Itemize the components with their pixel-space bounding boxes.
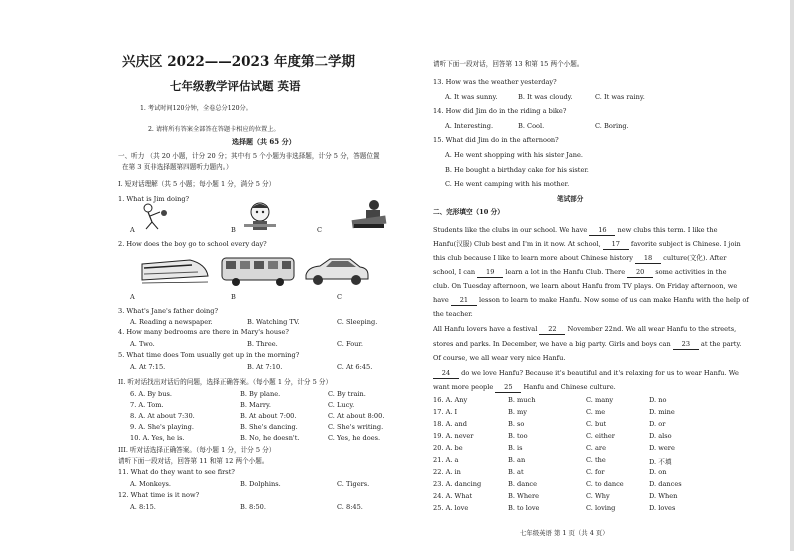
q18-option-d: D. or xyxy=(649,420,666,428)
q14-option-c: C. Boring. xyxy=(595,122,629,130)
q15-option-c: C. He went camping with his mother. xyxy=(445,180,570,188)
blank-22: 22 xyxy=(539,325,565,335)
passage-line-6: have 21 lesson to learn to make Hanfu. Now some of us can make Hanfu with the help of xyxy=(433,296,749,304)
q23-option-b: B. dance xyxy=(508,480,538,488)
q4-option-a: A. Two. xyxy=(130,340,155,348)
q8-option-c: C. At about 8:00. xyxy=(328,412,385,420)
q12-option-a: A. 8:15. xyxy=(130,503,156,511)
q4-option-b: B. Three. xyxy=(247,340,278,348)
passage-line-11: 24 do we love Hanfu? Because it's beautiful and it's relaxing for us to wear Hanfu. We xyxy=(433,369,739,379)
q7-option-a: 7. A. Tom. xyxy=(130,401,164,409)
q24-option-d: D. When xyxy=(649,492,678,500)
q13-option-c: C. It was rainy. xyxy=(595,93,645,101)
passage-line-10: Of course, we all wear very nice Hanfu. xyxy=(433,354,566,362)
q22-option-b: B. at xyxy=(508,468,524,476)
q19-option-b: B. too xyxy=(508,432,528,440)
q17-option-d: D. mine xyxy=(649,408,675,416)
passage-line-7: the teacher. xyxy=(433,310,473,318)
q12-option-c: C. 8:45. xyxy=(337,503,363,511)
q24-option-b: B. Where xyxy=(508,492,540,500)
question-14: 14. How did Jim do in the riding a bike? xyxy=(433,107,567,115)
q17-option-c: C. me xyxy=(586,408,606,416)
q23-option-d: D. dances xyxy=(649,480,682,488)
written-section-heading: 笔试部分 xyxy=(557,195,584,203)
part-2-heading: II. 听对话找出对话后的问题，选择正确答案。（每小题 1 分，计分 5 分） xyxy=(118,378,333,386)
page-footer: 七年级英语 第 1 页（共 4 页） xyxy=(520,529,609,537)
blank-16: 16 xyxy=(589,226,615,236)
q20-option-b: B. is xyxy=(508,444,523,452)
q5-option-b: B. At 7:10. xyxy=(247,363,283,371)
q1-label-c: C xyxy=(317,226,323,234)
q1-label-b: B xyxy=(231,226,236,234)
q2-picture-train xyxy=(138,250,210,288)
question-11: 11. What do they want to see first? xyxy=(118,468,235,476)
q4-option-c: C. Four. xyxy=(337,340,363,348)
q7-option-c: C. Lucy. xyxy=(328,401,355,409)
blank-23: 23 xyxy=(673,340,699,350)
q20-option-d: D. were xyxy=(649,444,675,452)
blank-17: 17 xyxy=(603,240,629,250)
blank-20: 20 xyxy=(627,268,653,278)
q7-option-b: B. Marry. xyxy=(240,401,271,409)
q5-option-a: A. At 7:15. xyxy=(130,363,166,371)
question-12: 12. What time is it now? xyxy=(118,491,200,499)
q6-option-a: 6. A. By bus. xyxy=(130,390,172,398)
q25-option-d: D. loves xyxy=(649,504,676,512)
q21-option-b: B. an xyxy=(508,456,526,464)
q25-option-b: B. to love xyxy=(508,504,540,512)
q17-option-a: 17. A. I xyxy=(433,408,458,416)
q16-option-c: C. many xyxy=(586,396,614,404)
passage-line-12: want more people 25 Hanfu and Chinese culture. xyxy=(433,383,616,391)
q18-option-c: C. but xyxy=(586,420,607,428)
passage-line-9: stores and parks. In December, we have a big party. Girls and boys can 23 at the party. xyxy=(433,340,742,348)
note-1: 1. 考试时间120分钟，全卷总分120分。 xyxy=(140,105,252,112)
q25-option-c: C. loving xyxy=(586,504,616,512)
q16-option-b: B. much xyxy=(508,396,536,404)
q2-label-c: C xyxy=(337,293,343,301)
scan-edge xyxy=(790,0,794,551)
q2-picture-car xyxy=(302,255,372,287)
q15-option-b: B. He bought a birthday cake for his sister. xyxy=(445,166,589,174)
blank-21: 21 xyxy=(451,296,477,306)
listen-intro-2: 在第 3 页非选择题第四题听力题内。） xyxy=(122,163,233,171)
q3-option-a: A. Reading a newspaper. xyxy=(130,318,213,326)
q21-option-d: D. 不填 xyxy=(649,458,672,466)
q18-option-b: B. so xyxy=(508,420,525,428)
q12-option-b: B. 8:50. xyxy=(240,503,266,511)
section-choice: 选择题（共 65 分） xyxy=(232,137,296,146)
blank-25: 25 xyxy=(495,383,521,393)
passage-line-1: Students like the clubs in our school. We have 16 new clubs this term. I like the xyxy=(433,226,718,234)
q14-option-b: B. Cool. xyxy=(518,122,545,130)
q6-option-c: C. By train. xyxy=(328,390,366,398)
q15-option-a: A. He went shopping with his sister Jane. xyxy=(445,151,584,159)
q16-option-a: 16. A. Any xyxy=(433,396,468,404)
q18-option-a: 18. A. and xyxy=(433,420,467,428)
q24-option-c: C. Why xyxy=(586,492,610,500)
q22-option-d: D. on xyxy=(649,468,667,476)
q1-label-a: A xyxy=(130,226,135,234)
q20-option-c: C. are xyxy=(586,444,606,452)
question-5: 5. What time does Tom usually get up in the morning? xyxy=(118,351,300,359)
q2-label-a: A xyxy=(130,293,135,301)
q14-option-a: A. Interesting. xyxy=(445,122,494,130)
q2-label-b: B xyxy=(231,293,236,301)
q5-option-c: C. At 6:45. xyxy=(337,363,373,371)
passage-line-3: this club because I like to learn more about Chinese history 18 culture(文化). After xyxy=(433,254,727,262)
q16-option-d: D. no xyxy=(649,396,667,404)
question-2: 2. How does the boy go to school every day? xyxy=(118,240,267,248)
q8-option-b: B. At about 7:00. xyxy=(240,412,297,420)
q19-option-d: D. also xyxy=(649,432,672,440)
q11-option-a: A. Monkeys. xyxy=(130,480,172,488)
passage-line-4: school, I can 19 learn a lot in the Hanfu Club. There 20 some activities in the xyxy=(433,268,727,276)
q23-option-c: C. to dance xyxy=(586,480,624,488)
question-3: 3. What's Jane's father doing? xyxy=(118,307,219,315)
question-13: 13. How was the weather yesterday? xyxy=(433,78,557,86)
passage-line-8: All Hanfu lovers have a festival 22 November 22nd. We all wear Hanfu to the streets, xyxy=(433,325,737,333)
question-4: 4. How many bedrooms are there in Mary's house? xyxy=(118,328,289,336)
q10-option-c: C. Yes, he does. xyxy=(328,434,381,442)
q21-option-a: 21. A. a xyxy=(433,456,459,464)
q19-option-a: 19. A. never xyxy=(433,432,474,440)
blank-19: 19 xyxy=(477,268,503,278)
q10-option-b: B. No, he doesn't. xyxy=(240,434,300,442)
q8-option-a: 8. A. At about 7:30. xyxy=(130,412,195,420)
q6-option-b: B. By plane. xyxy=(240,390,281,398)
q19-option-c: C. either xyxy=(586,432,615,440)
exam-title: 兴庆区 2022——2023 年度第二学期 xyxy=(122,54,356,70)
q22-option-a: 22. A. in xyxy=(433,468,461,476)
cloze-heading: 二、完形填空（10 分） xyxy=(433,208,504,216)
q3-option-c: C. Sleeping. xyxy=(337,318,378,326)
part-1-heading: I. 短对话理解（共 5 小题；每小题 1 分，满分 5 分） xyxy=(118,180,276,188)
note-2: 2. 请将所有答案全部答在答题卡相应的位置上。 xyxy=(148,126,280,133)
listen-intro-1: 一、听力 （共 20 小题，计分 20 分；其中有 5 个小题为非选择题，计分 5 分，答题位置 xyxy=(118,152,380,160)
q2-picture-bus xyxy=(218,252,300,290)
question-1: 1. What is Jim doing? xyxy=(118,195,190,203)
q20-option-a: 20. A. be xyxy=(433,444,463,452)
q17-option-b: B. my xyxy=(508,408,528,416)
question-15: 15. What did Jim do in the afternoon? xyxy=(433,136,559,144)
q10-option-a: 10. A. Yes, he is. xyxy=(130,434,185,442)
q9-option-b: B. She's dancing. xyxy=(240,423,298,431)
passage-line-5: club. On Tuesday afternoon, we learn about Hanfu from TV plays. On Friday afternoon, we xyxy=(433,282,738,290)
q9-option-a: 9. A. She's playing. xyxy=(130,423,194,431)
q21-option-c: C. the xyxy=(586,456,606,464)
listen-sub-13-15: 请听下面一段对话，回答第 13 和第 15 两个小题。 xyxy=(433,60,584,68)
q22-option-c: C. for xyxy=(586,468,605,476)
exam-subtitle: 七年级教学评估试题 英语 xyxy=(170,79,301,93)
q13-option-b: B. It was cloudy. xyxy=(518,93,573,101)
blank-18: 18 xyxy=(635,254,661,264)
q11-option-c: C. Tigers. xyxy=(337,480,370,488)
q1-picture-b xyxy=(242,200,278,232)
q23-option-a: 23. A. dancing xyxy=(433,480,482,488)
part-3-sub: 请听下面一段对话，回答第 11 和第 12 两个小题。 xyxy=(118,457,269,465)
q25-option-a: 25. A. love xyxy=(433,504,469,512)
q11-option-b: B. Dolphins. xyxy=(240,480,281,488)
q9-option-c: C. She's writing. xyxy=(328,423,384,431)
q24-option-a: 24. A. What xyxy=(433,492,473,500)
q13-option-a: A. It was sunny. xyxy=(445,93,498,101)
blank-24: 24 xyxy=(433,369,459,379)
q1-picture-a xyxy=(134,202,174,230)
q1-picture-c xyxy=(348,198,388,230)
passage-line-2: Hanfu(汉服) Club best and I'm in it now. At school, 17 favorite subject is Chinese. I join xyxy=(433,240,741,248)
q3-option-b: B. Watching TV. xyxy=(247,318,300,326)
part-3-heading: III. 听对话选择正确答案。（每小题 1 分，计分 5 分） xyxy=(118,446,276,454)
